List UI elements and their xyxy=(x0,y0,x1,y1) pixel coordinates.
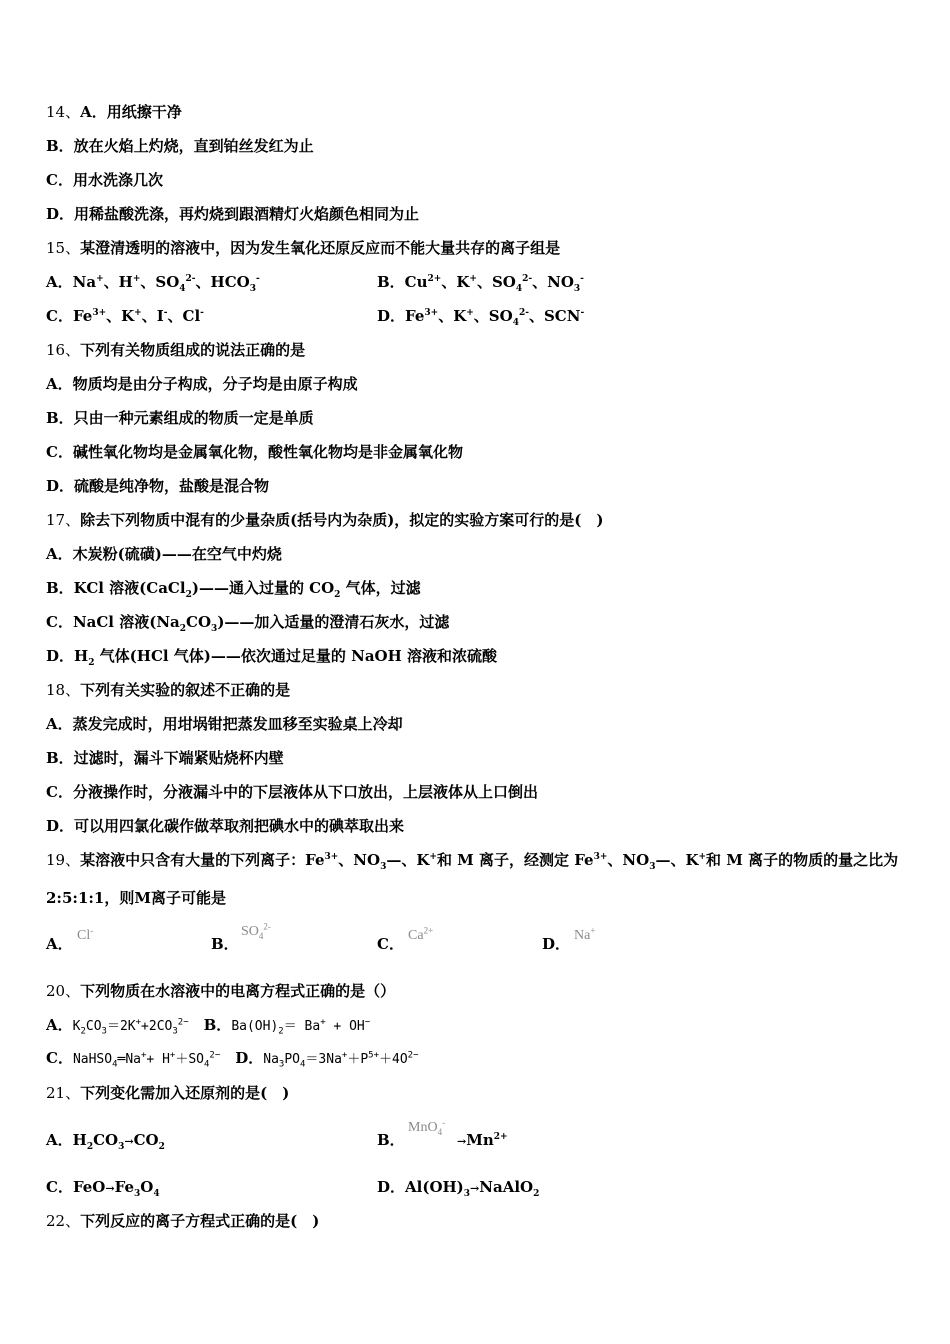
q19-option-a: A． xyxy=(46,935,73,953)
q20-options-cd: C．NaHSO$_4$═Na++ $H^++SO_4^{2-}$ D．$Na_3PO_4=3Na^++P^{5+}+4O^{2-}$ xyxy=(46,1049,419,1070)
q19-option-d-formula: Na+ xyxy=(574,925,596,943)
q17-option-c: C．NaCl 溶液$(Na_2CO_3)——$加入适量的澄清石灰水，过滤 xyxy=(46,613,450,634)
q15-option-d: D．$Fe^{3+}$、K+、$SO_4^{2-}$、SCN- xyxy=(377,307,585,328)
q16-option-b: B．只由一种元素组成的物质一定是单质 xyxy=(46,409,314,427)
q21-option-b: B． xyxy=(377,1131,405,1149)
q21-stem: 21、下列变化需加入还原剂的是( ) xyxy=(46,1084,290,1102)
q14-option-d: D．用稀盐酸洗涤，再灼烧到跟酒精灯火焰颜色相同为止 xyxy=(46,205,420,223)
q22-stem: 22、下列反应的离子方程式正确的是( ) xyxy=(46,1212,320,1230)
q19-option-c-formula: $Ca^{2+}$ xyxy=(408,925,434,943)
q21-option-b-product: $\to Mn^{2+}$ xyxy=(457,1131,508,1149)
q14-option-b: B．放在火焰上灼烧，直到铂丝发红为止 xyxy=(46,137,314,155)
q19-option-b-formula: $SO_4^{2-}$ xyxy=(241,921,271,941)
q21-option-b-formula: MnO$_4$- xyxy=(408,1117,446,1137)
q19-option-c: C． xyxy=(377,935,404,953)
q16-stem: 16、下列有关物质组成的说法正确的是 xyxy=(46,341,306,359)
q19-option-d: D． xyxy=(542,935,571,953)
q21-option-c: C．$FeO\to Fe_3O_4$ xyxy=(46,1178,160,1199)
q19-option-b: B． xyxy=(211,935,239,953)
q14-option-a: 14、A．用纸擦干净 xyxy=(46,103,182,121)
q18-option-b: B．过滤时，漏斗下端紧贴烧杯内壁 xyxy=(46,749,284,767)
q16-option-a: A．物质均是由分子构成，分子均是由原子构成 xyxy=(46,375,358,393)
q16-option-d: D．硫酸是纯净物，盐酸是混合物 xyxy=(46,477,270,495)
q19-stem: 19、某溶液中只含有大量的下列离子：$Fe^{3+}$、$NO_3—$、K+和 M 离子，经测定 $Fe^{3+}$、$NO_3—$、K+和 M 离子的物质的量之比为 xyxy=(46,851,899,872)
q20-stem: 20、下列物质在水溶液中的电离方程式正确的是（） xyxy=(46,982,396,1000)
q18-option-d: D．可以用四氯化碳作做萃取剂把碘水中的碘萃取出来 xyxy=(46,817,405,835)
q21-option-d: D．$Al(OH)_3\to NaAlO_2$ xyxy=(377,1178,540,1199)
q17-stem: 17、除去下列物质中混有的少量杂质(括号内为杂质)，拟定的实验方案可行的是( ) xyxy=(46,511,604,529)
q15-stem: 15、某澄清透明的溶液中，因为发生氧化还原反应而不能大量共存的离子组是 xyxy=(46,239,561,257)
q17-option-b: B．KCl 溶液(CaCl$_2$)——通入过量的 $CO_2$ 气体，过滤 xyxy=(46,579,421,600)
q19-ratio-line: 2:5:1:1，则M离子可能是 xyxy=(46,889,226,907)
q18-stem: 18、下列有关实验的叙述不正确的是 xyxy=(46,681,291,699)
q17-option-d: D．$H_2$ 气体(HCl 气体)——依次通过足量的 NaOH 溶液和浓硫酸 xyxy=(46,647,498,668)
q15-option-a: A．Na+、H+、$SO_4^{2-}$、$HCO_3^-$ xyxy=(46,273,260,294)
q19-option-a-formula: Cl- xyxy=(77,925,94,943)
q21-option-a: A．$H_2CO_3\to CO_2$ xyxy=(46,1131,165,1152)
q20-options-ab: A．$K_2CO_3=2K^++2CO_3^{2-}$ B．$Ba(OH)_2= Ba^+ + OH^-$ xyxy=(46,1016,371,1037)
q14-option-c: C．用水洗涤几次 xyxy=(46,171,163,189)
q17-option-a: A．木炭粉(硫磺)——在空气中灼烧 xyxy=(46,545,282,563)
q16-option-c: C．碱性氧化物均是金属氧化物，酸性氧化物均是非金属氧化物 xyxy=(46,443,463,461)
q15-option-c: C．$Fe^{3+}$、K+、I-、Cl- xyxy=(46,307,204,325)
q18-option-a: A．蒸发完成时，用坩埚钳把蒸发皿移至实验桌上冷却 xyxy=(46,715,403,733)
q15-option-b: B．$Cu^{2+}$、K+、$SO_4^{2-}$、$NO_3^-$ xyxy=(377,273,584,294)
q18-option-c: C．分液操作时，分液漏斗中的下层液体从下口放出，上层液体从上口倒出 xyxy=(46,783,538,801)
